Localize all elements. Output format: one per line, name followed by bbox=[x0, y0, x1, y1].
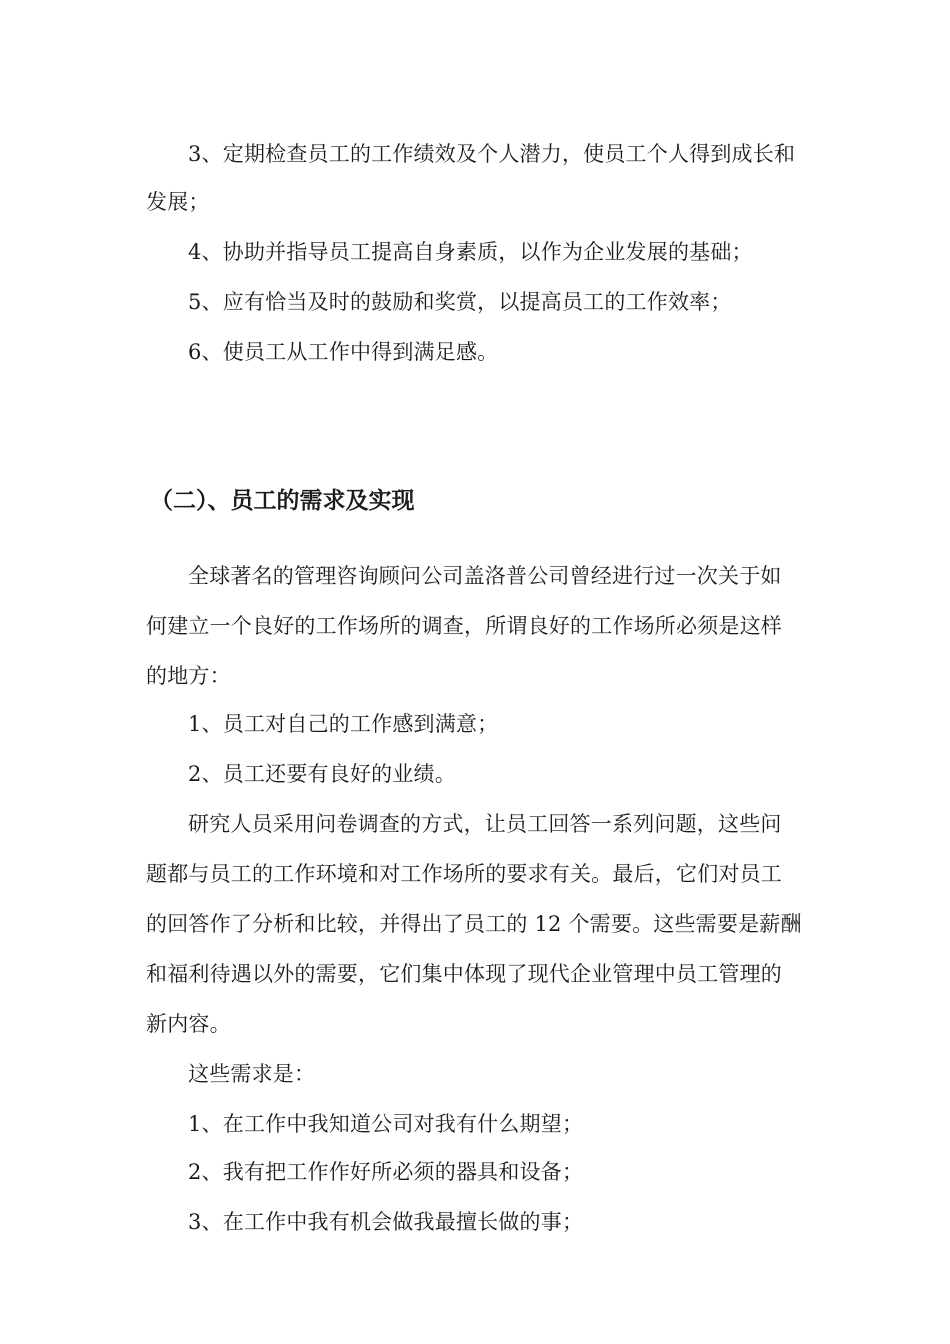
research-paragraph-line-3: 的回答作了分析和比较，并得出了员工的 12 个需要。这些需要是薪酬 bbox=[146, 912, 802, 936]
research-paragraph-line-4: 和福利待遇以外的需要，它们集中体现了现代企业管理中员工管理的 bbox=[146, 962, 782, 986]
intro-paragraph-line-1: 全球著名的管理咨询顾问公司盖洛普公司曾经进行过一次关于如 bbox=[188, 564, 782, 588]
criteria-item-2: 2、员工还要有良好的业绩。 bbox=[188, 762, 456, 786]
need-item-2: 2、我有把工作作好所必须的器具和设备； bbox=[188, 1160, 584, 1184]
section-heading: （二）、员工的需求及实现 bbox=[150, 488, 415, 514]
needs-intro: 这些需求是： bbox=[188, 1062, 316, 1086]
research-paragraph-line-5: 新内容。 bbox=[146, 1012, 231, 1036]
criteria-item-1: 1、员工对自己的工作感到满意； bbox=[188, 712, 499, 736]
research-paragraph-line-1: 研究人员采用问卷调查的方式，让员工回答一系列问题，这些问 bbox=[188, 812, 782, 836]
intro-paragraph-line-2: 何建立一个良好的工作场所的调查，所谓良好的工作场所必须是这样 bbox=[146, 614, 782, 638]
list-item-3-line-2: 发展； bbox=[146, 190, 210, 214]
list-item-5: 5、应有恰当及时的鼓励和奖赏，以提高员工的工作效率； bbox=[188, 290, 732, 314]
research-paragraph-line-2: 题都与员工的工作环境和对工作场所的要求有关。最后，它们对员工 bbox=[146, 862, 782, 886]
intro-paragraph-line-3: 的地方： bbox=[146, 664, 231, 688]
list-item-3-line-1: 3、定期检查员工的工作绩效及个人潜力，使员工个人得到成长和 bbox=[188, 142, 796, 166]
list-item-4: 4、协助并指导员工提高自身素质，以作为企业发展的基础； bbox=[188, 240, 753, 264]
list-item-6: 6、使员工从工作中得到满足感。 bbox=[188, 340, 499, 364]
need-item-3: 3、在工作中我有机会做我最擅长做的事； bbox=[188, 1210, 584, 1234]
need-item-1: 1、在工作中我知道公司对我有什么期望； bbox=[188, 1112, 584, 1136]
